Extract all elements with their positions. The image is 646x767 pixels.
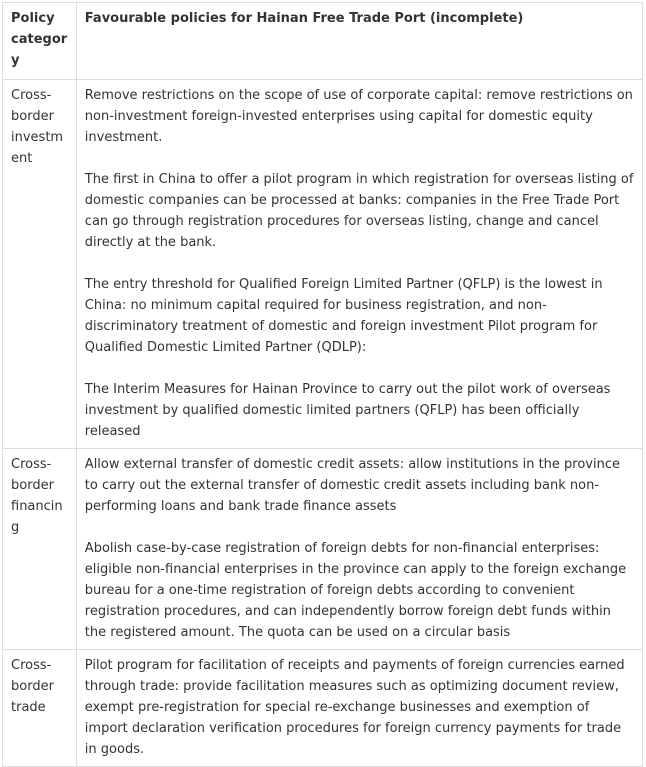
policies-cell [76, 449, 642, 650]
policy-paragraph: Abolish case-by-case registration of foreign debts for non-financial enterprises: eligible non-financial enterprises in the province can apply to the foreign exchange bureau for a one-time registration of foreign debts according to convenient registration procedures, and can independently borrow foreign debt funds within the registered amount. The quota can be used on a circular basis [84, 541, 627, 640]
policy-paragraph: The entry threshold for Qualified Foreign Limited Partner (QFLP) is the lowest in China: no minimum capital required for business registration, and non-discriminatory treatment of domestic and foreign investment Pilot program for Qualified Domestic Limited Partner (QDLP): [84, 277, 603, 355]
table-row-cross-border-trade [3, 650, 643, 767]
policy-paragraph: The Interim Measures for Hainan Province to carry out the pilot work of overseas investment by qualified domestic limited partners (QFLP) has been officially released [84, 382, 611, 439]
policies-cell [76, 80, 642, 449]
header-favourable-policies: Favourable policies for Hainan Free Trade Port (incomplete) [76, 3, 642, 80]
policies-cell [76, 650, 642, 767]
header-policy-category: Policy category [3, 3, 77, 80]
table-row-cross-border-financing [3, 449, 643, 650]
policy-table [2, 2, 643, 767]
category-cell: Cross-border trade [3, 650, 77, 767]
table-header-row [3, 3, 643, 80]
policy-paragraph: The first in China to offer a pilot program in which registration for overseas listing of domestic companies can be processed at banks: companies in the Free Trade Port can go through registration procedures for overseas listing, change and cancel directly at the bank. [84, 172, 634, 250]
category-cell: Cross-border financing [3, 449, 77, 650]
policy-paragraph: Remove restrictions on the scope of use of corporate capital: remove restrictions on non-investment foreign-invested enterprises using capital for domestic equity investment. [84, 88, 633, 145]
category-cell: Cross-border investment [3, 80, 77, 449]
policy-paragraph: Allow external transfer of domestic credit assets: allow institutions in the province to carry out the external transfer of domestic credit assets including bank non-performing loans and bank trade finance assets [84, 457, 620, 514]
policy-paragraph: Pilot program for facilitation of receipts and payments of foreign currencies earned through trade: provide facilitation measures such as optimizing document review, exempt pre-registration for special re-exchange businesses and exemption of import declaration verification procedures for foreign currency payments for trade in goods. [84, 658, 625, 757]
table-row-cross-border-investment [3, 80, 643, 449]
